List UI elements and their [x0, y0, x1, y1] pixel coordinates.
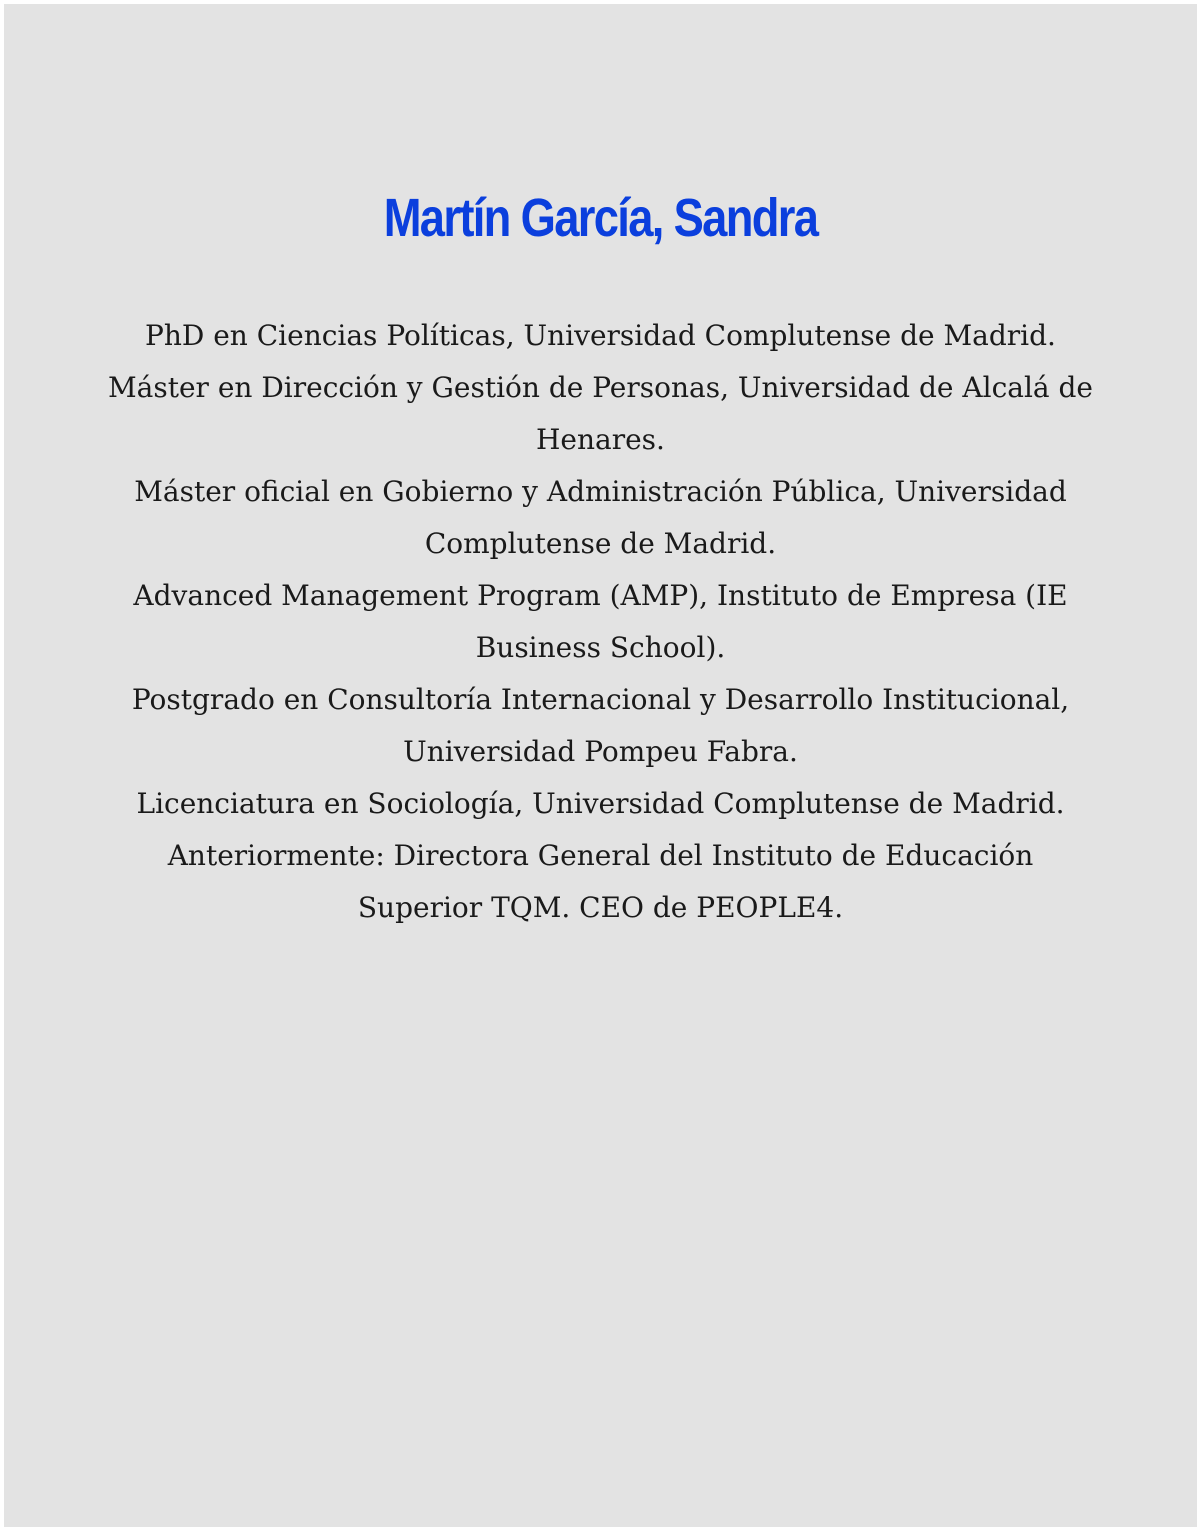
bio-line: Licenciatura en Sociología, Universidad Complutense de Madrid. [136, 787, 1065, 820]
profile-bio [104, 310, 1097, 934]
bio-line: PhD en Ciencias Políticas, Universidad Complutense de Madrid. [145, 319, 1056, 352]
bio-line: Máster oficial en Gobierno y Administración Pública, Universidad Complutense de Madrid. [134, 475, 1067, 560]
bio-line: Postgrado en Consultoría Internacional y Desarrollo Institucional, Universidad Pompeu Fabra. [131, 683, 1070, 768]
bio-line: Máster en Dirección y Gestión de Personas, Universidad de Alcalá de Henares. [107, 371, 1093, 456]
profile-name: Martín García, Sandra [383, 188, 818, 248]
bio-line: Anteriormente: Directora General del Instituto de Educación Superior TQM. CEO de PEOPLE4. [167, 839, 1034, 924]
profile-card [4, 4, 1197, 1527]
bio-line: Advanced Management Program (AMP), Instituto de Empresa (IE Business School). [133, 579, 1068, 664]
